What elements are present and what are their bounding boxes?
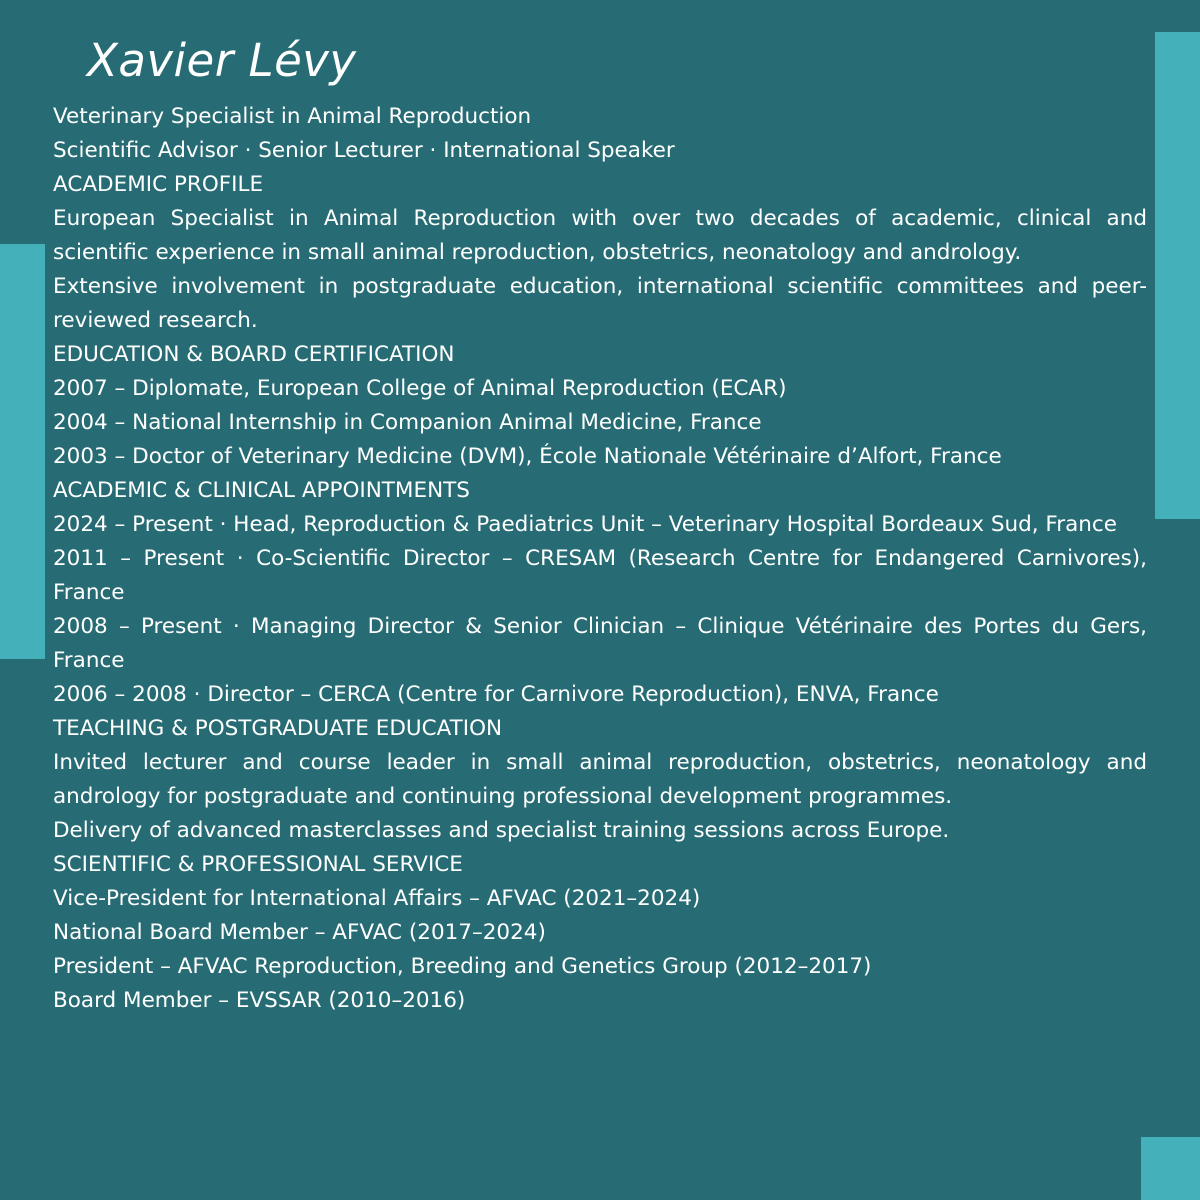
service-item: Vice-President for International Affairs – AFVAC (2021–2024) [53, 886, 701, 911]
service-item: Board Member – EVSSAR (2010–2016) [53, 988, 466, 1013]
appointment-item: 2006 – 2008 · Director – CERCA (Centre for Carnivore Reproduction), ENVA, France [53, 682, 939, 707]
service-heading: SCIENTIFIC & PROFESSIONAL SERVICE [53, 852, 463, 877]
service-item: President – AFVAC Reproduction, Breeding and Genetics Group (2012–2017) [53, 954, 872, 979]
academic-profile-heading: ACADEMIC PROFILE [53, 172, 264, 197]
teaching-paragraph: Invited lecturer and course leader in small animal reproduction, obstetrics, neonatology and andrology for postgraduate and continuing professional development programmes. [53, 750, 1147, 809]
teaching-heading: TEACHING & POSTGRADUATE EDUCATION [53, 716, 503, 741]
education-item: 2007 – Diplomate, European College of Animal Reproduction (ECAR) [53, 376, 787, 401]
subtitle-roles: Scientific Advisor · Senior Lecturer · International Speaker [53, 138, 675, 163]
education-item: 2004 – National Internship in Companion Animal Medicine, France [53, 410, 762, 435]
education-item: 2003 – Doctor of Veterinary Medicine (DVM), École Nationale Vétérinaire d’Alfort, France [53, 444, 1002, 469]
appointment-item: 2008 – Present · Managing Director & Senior Clinician – Clinique Vétérinaire des Portes du Gers, France [53, 614, 1147, 673]
decorative-block-bottom-right [1141, 1137, 1200, 1200]
decorative-bar-right [1155, 32, 1200, 519]
subtitle-specialty: Veterinary Specialist in Animal Reproduction [53, 104, 532, 129]
academic-profile-paragraph: European Specialist in Animal Reproduction with over two decades of academic, clinical and scientific experience in small animal reproduction, obstetrics, neonatology and andrology. [53, 206, 1147, 265]
appointments-heading: ACADEMIC & CLINICAL APPOINTMENTS [53, 478, 470, 503]
appointment-item: 2011 – Present · Co-Scientific Director – CRESAM (Research Centre for Endangered Carnivores), France [53, 546, 1147, 605]
appointment-item: 2024 – Present · Head, Reproduction & Paediatrics Unit – Veterinary Hospital Bordeaux Sud, France [53, 512, 1117, 537]
service-item: National Board Member – AFVAC (2017–2024) [53, 920, 546, 945]
profile-name: Xavier Lévy [87, 34, 357, 87]
teaching-paragraph: Delivery of advanced masterclasses and specialist training sessions across Europe. [53, 818, 950, 843]
decorative-bar-left [0, 244, 45, 659]
education-heading: EDUCATION & BOARD CERTIFICATION [53, 342, 455, 367]
academic-profile-paragraph: Extensive involvement in postgraduate education, international scientific committees and peer-reviewed research. [53, 274, 1147, 333]
profile-content [53, 100, 1147, 1018]
